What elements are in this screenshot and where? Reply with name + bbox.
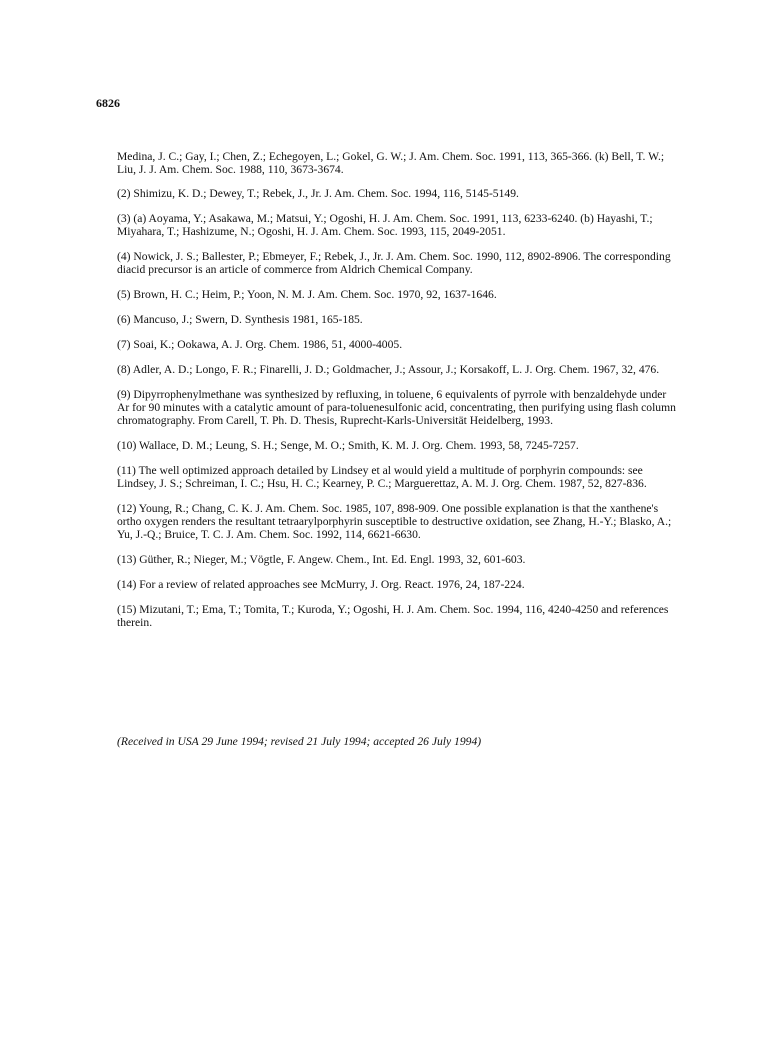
reference-item: (4) Nowick, J. S.; Ballester, P.; Ebmeyer, F.; Rebek, J., Jr. J. Am. Chem. Soc. 1990, 112, 8902-8906. The corresponding diacid precursor is an article of commerce from Aldrich Chemical Company. (117, 250, 671, 276)
reference-item: (14) For a review of related approaches see McMurry, J. Org. React. 1976, 24, 187-224. (117, 578, 525, 591)
reference-list (117, 150, 677, 641)
reference-item: Medina, J. C.; Gay, I.; Chen, Z.; Echegoyen, L.; Gokel, G. W.; J. Am. Chem. Soc. 1991, 113, 365-366. (k) Bell, T. W.; Liu, J. J. Am. Chem. Soc. 1988, 110, 3673-3674. (117, 150, 665, 176)
reference-item: (11) The well optimized approach detailed by Lindsey et al would yield a multitude of porphyrin compounds: see Lindsey, J. S.; Schreiman, I. C.; Hsu, H. C.; Kearney, P. C.; Marguerettaz, A. M. J. Org. Chem. 1987, 52, 827-836. (117, 464, 647, 490)
reference-item: (8) Adler, A. D.; Longo, F. R.; Finarelli, J. D.; Goldmacher, J.; Assour, J.; Korsakoff, L. J. Org. Chem. 1967, 32, 476. (117, 363, 660, 376)
reference-item: (7) Soai, K.; Ookawa, A. J. Org. Chem. 1986, 51, 4000-4005. (117, 338, 403, 351)
reference-item: (2) Shimizu, K. D.; Dewey, T.; Rebek, J., Jr. J. Am. Chem. Soc. 1994, 116, 5145-5149. (117, 187, 519, 200)
reference-item: (3) (a) Aoyama, Y.; Asakawa, M.; Matsui, Y.; Ogoshi, H. J. Am. Chem. Soc. 1991, 113, 6233-6240. (b) Hayashi, T.; Miyahara, T.; Hashizume, N.; Ogoshi, H. J. Am. Chem. Soc. 1993, 115, 2049-2051. (117, 212, 653, 238)
reference-item: (13) Güther, R.; Nieger, M.; Vögtle, F. Angew. Chem., Int. Ed. Engl. 1993, 32, 601-603. (117, 553, 526, 566)
received-dates-note: (Received in USA 29 June 1994; revised 21 July 1994; accepted 26 July 1994) (117, 735, 482, 748)
reference-item: (6) Mancuso, J.; Swern, D. Synthesis 1981, 165-185. (117, 313, 363, 326)
page-number: 6826 (96, 96, 120, 110)
reference-item: (12) Young, R.; Chang, C. K. J. Am. Chem. Soc. 1985, 107, 898-909. One possible explanation is that the xanthene's ortho oxygen renders the resultant tetraarylporphyrin susceptible to destructive oxidation, see Zhang, H.-Y.; Blasko, A.; Yu, J.-Q.; Bruice, T. C. J. Am. Chem. Soc. 1992, 114, 6621-6630. (117, 502, 672, 541)
reference-item: (5) Brown, H. C.; Heim, P.; Yoon, N. M. J. Am. Chem. Soc. 1970, 92, 1637-1646. (117, 288, 497, 301)
reference-item: (10) Wallace, D. M.; Leung, S. H.; Senge, M. O.; Smith, K. M. J. Org. Chem. 1993, 58, 7245-7257. (117, 439, 579, 452)
reference-item: (9) Dipyrrophenylmethane was synthesized by refluxing, in toluene, 6 equivalents of pyrrole with benzaldehyde under Ar for 90 minutes with a catalytic amount of para-toluenesulfonic acid, concentrating, then purifying using flash column chromatography. From Carell, T. Ph. D. Thesis, Ruprecht-Karls-Universität Heidelberg, 1993. (117, 388, 676, 427)
reference-item: (15) Mizutani, T.; Ema, T.; Tomita, T.; Kuroda, Y.; Ogoshi, H. J. Am. Chem. Soc. 1994, 116, 4240-4250 and references therein. (117, 603, 669, 629)
